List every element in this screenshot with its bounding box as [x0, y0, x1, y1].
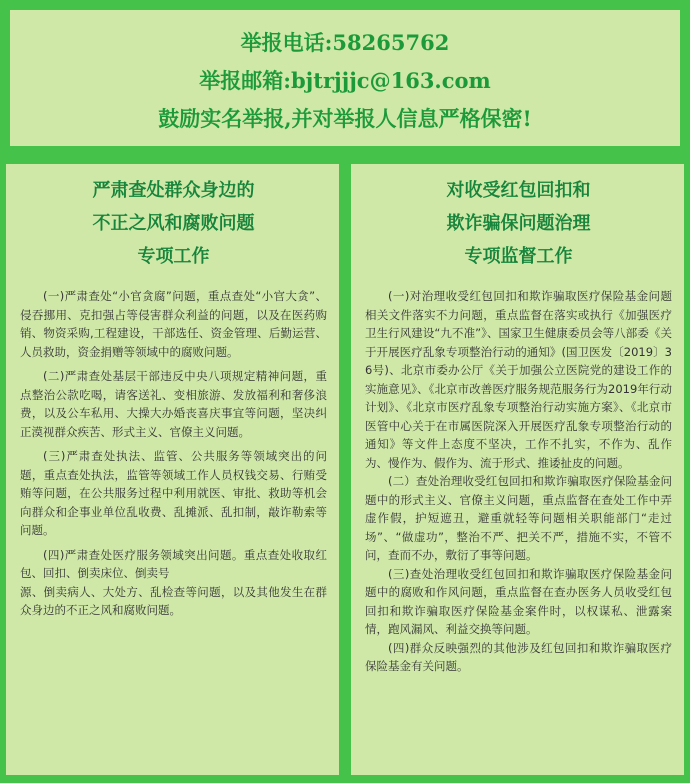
right-paragraph-2: (二）查处治理收受红包回扣和欺诈骗取医疗保险基金问题中的形式主义、官僚主义问题，重点监督在查处工作中弄虚作假，护短遮丑，避重就轻等问题相关职能部门“走过场”、“做虚功”，整治不严、把关不严，措施不实，不管不问，查而不办，敷衍了事等问题。 [365, 474, 672, 562]
right-title-line-2: 欺诈骗保问题治理 [446, 213, 591, 234]
right-title-line-1: 对收受红包回扣和 [446, 180, 591, 201]
left-title-line-3: 专项工作 [137, 246, 210, 267]
left-paragraph-1: (一)严肃查处“小官贪腐”问题，重点查处“小官大贪”、侵吞挪用、克扣强占等侵害群众利益的问题，以及在医药购销、物资采购,工程建设，干部选任、资金管理、后勤运营、人员救助，资金捐赠等领域中的腐败问题。 [20, 289, 327, 359]
left-paragraph-4a: (四)严肃查处医疗服务领域突出问题。重点查处收取红包、回扣、倒卖床位、倒卖号 [20, 547, 327, 580]
left-panel-title [20, 174, 327, 273]
left-panel [6, 164, 339, 775]
left-paragraph-2: (二)严肃查处基层干部违反中央八项规定精神问题，重点整治公款吃喝，请客送礼、变相旅游、发放福利和奢侈浪费，以及公车私用、大操大办婚丧喜庆事宜等问题，坚决纠正漠视群众疾苦、形式主义、官僚主义问题。 [20, 369, 327, 439]
right-title-line-3: 专项监督工作 [464, 246, 573, 267]
left-paragraph-3: (三)严肃查处执法、监管、公共服务等领域突出的问题，重点查处执法，监管等领域工作人员权钱交易、行贿受贿等问题，在公共服务过程中利用就医、审批、救助等机会向群众和企事业单位乱收费、乱摊派、乱扣制，敲诈勒索等问题。 [20, 449, 327, 537]
right-paragraph-1: (一)对治理收受红包回扣和欺诈骗取医疗保险基金问题相关文件落实不力问题，重点监督在落实或执行《加强医疗卫生行风建设“九不准”》、国家卫生健康委员会等八部委《关于开展医疗乱象专项整治行动的通知》(国卫医发〔2019〕36号)、北京市委办公厅《关于加强公立医院党的建设工作的实施意见》、《北京市改善医疗服务规范服务行为2019年行动计划》、《北京市医疗乱象专项整治行动实施方案》、《北京市医管中心关于在市属医院深入开展医疗乱象专项整治行动的通知》等文件上态度不坚决，工作不扎实，不作为、乱作为、慢作为、假作为、流于形式、推诿扯皮的问题。 [365, 289, 672, 470]
right-panel-title [365, 174, 672, 273]
left-title-line-2: 不正之风和腐败问题 [92, 213, 255, 234]
left-paragraph-4b: 源、倒卖病人、大处方、乱检查等问题，以及其他发生在群众身边的不正之风和腐败问题。 [20, 584, 327, 617]
report-contact-box [10, 10, 680, 146]
confidentiality-note: 鼓励实名举报,并对举报人信息严格保密! [158, 106, 532, 131]
right-paragraph-4: (四)群众反映强烈的其他涉及红包回扣和欺诈骗取医疗保险基金有关问题。 [365, 640, 672, 673]
left-title-line-1: 严肃查处群众身边的 [92, 180, 255, 201]
right-panel [351, 164, 684, 775]
report-phone: 举报电话:58265762 [240, 30, 450, 55]
report-email: 举报邮箱:bjtrjjjc@163.com [199, 68, 491, 93]
right-paragraph-3: (三)查处治理收受红包回扣和欺诈骗取医疗保险基金问题中的腐败和作风问题，重点监督在查办医务人员收受红包回扣和欺诈骗取医疗保险基金案件时，以权谋私、泄露案情，跑风漏风、利益交换等问题。 [365, 566, 672, 636]
